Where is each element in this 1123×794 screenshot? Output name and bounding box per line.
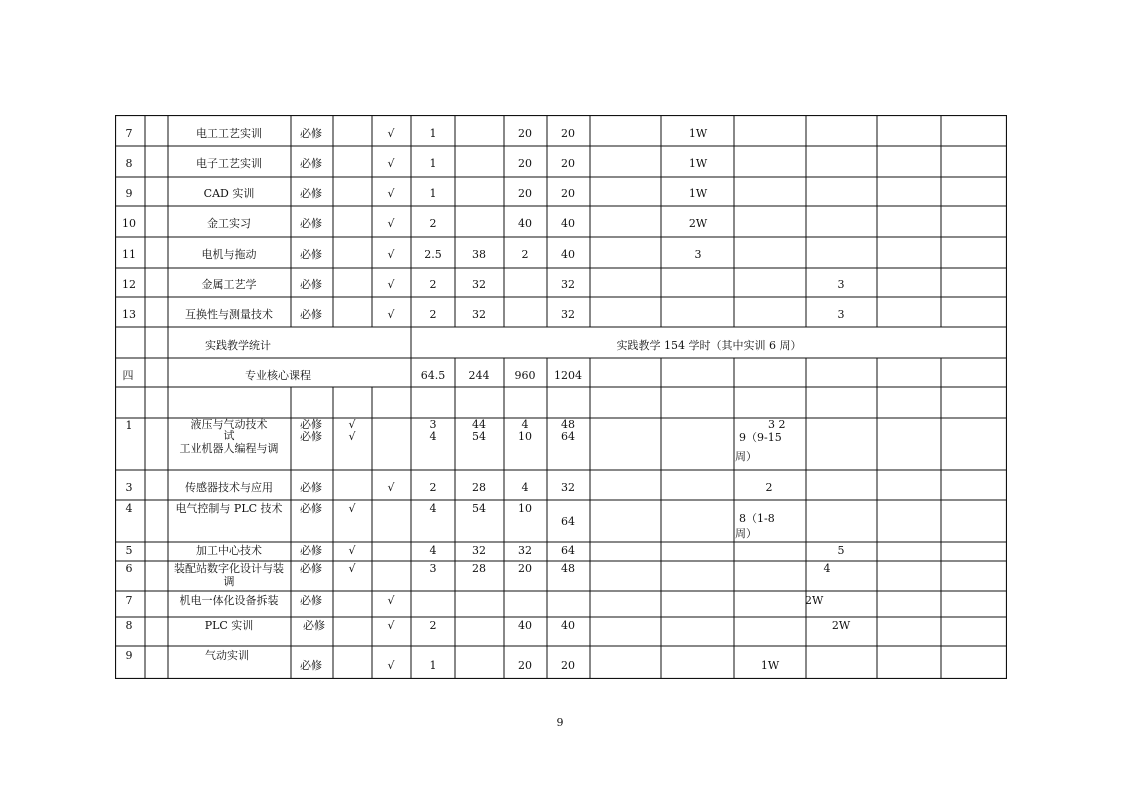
- practice-row-7-type: 必修: [300, 127, 322, 140]
- core-row-6-practice: 20: [518, 562, 532, 575]
- core-row-4-practice: 10: [518, 502, 532, 515]
- core-row-8-credit: 2: [429, 619, 437, 632]
- core-row-8-practice: 40: [518, 619, 532, 632]
- course-plan-table: [115, 115, 1007, 679]
- core-row-5-number: 5: [125, 544, 133, 557]
- core-row-1-name-line1: 液压与气动技术: [190, 418, 268, 431]
- core-row-2-type: 必修: [300, 430, 322, 443]
- practice-row-9-semester-2: 1W: [688, 187, 708, 200]
- practice-row-10-name: 金工实习: [207, 217, 251, 230]
- core-row-5-type: 必修: [300, 544, 322, 557]
- core-row-2-practice: 10: [518, 430, 532, 443]
- core-row-9-practice: 20: [518, 659, 532, 672]
- practice-row-11-practice: 2: [521, 248, 529, 261]
- core-row-1-theory: 44: [472, 418, 486, 431]
- core-row-9-name: 气动实训: [205, 649, 249, 662]
- section-credit: 64.5: [420, 369, 446, 382]
- practice-row-12-type: 必修: [300, 278, 322, 291]
- core-row-4-check: √: [348, 502, 356, 515]
- practice-row-13-name: 互换性与测量技术: [185, 308, 273, 321]
- core-row-9-check: √: [387, 659, 395, 672]
- practice-row-8-credit: 1: [429, 157, 437, 170]
- practice-row-11-check: √: [387, 248, 395, 261]
- core-row-3-number: 3: [125, 481, 133, 494]
- practice-row-12-theory: 32: [472, 278, 486, 291]
- core-row-6-check: √: [348, 562, 356, 575]
- core-row-3-theory: 28: [472, 481, 486, 494]
- practice-row-11-type: 必修: [300, 248, 322, 261]
- core-row-2-credit: 4: [429, 430, 437, 443]
- practice-row-11-total: 40: [561, 248, 575, 261]
- practice-row-7-check: √: [387, 127, 395, 140]
- core-row-1-credit: 3: [429, 418, 437, 431]
- core-row-8-type: 必修: [303, 619, 325, 632]
- practice-row-9-practice: 20: [518, 187, 532, 200]
- core-row-6-semester: 4: [823, 562, 831, 575]
- core-row-5-theory: 32: [472, 544, 486, 557]
- core-row-9-credit: 1: [429, 659, 437, 672]
- core-row-4-semester: 8（1-8: [739, 512, 775, 525]
- practice-row-10-number: 10: [122, 217, 136, 230]
- core-row-6-theory: 28: [472, 562, 486, 575]
- practice-row-11-credit: 2.5: [424, 248, 442, 261]
- core-row-5-semester: 5: [837, 544, 845, 557]
- practice-row-13-total: 32: [561, 308, 575, 321]
- core-row-4-credit: 4: [429, 502, 437, 515]
- core-row-6-name-cont: 调: [223, 575, 235, 588]
- section-practice-hours: 960: [514, 369, 536, 382]
- core-row-4-number: 4: [125, 502, 133, 515]
- practice-row-12-name: 金属工艺学: [201, 278, 257, 291]
- core-row-2-theory: 54: [472, 430, 486, 443]
- core-row-1-total: 48: [561, 418, 575, 431]
- practice-row-11-theory: 38: [472, 248, 486, 261]
- core-row-4-theory: 54: [472, 502, 486, 515]
- practice-row-7-semester-2: 1W: [688, 127, 708, 140]
- core-row-1-semester: 3 2: [768, 418, 786, 431]
- practice-row-7-name: 电工工艺实训: [196, 127, 262, 140]
- core-row-9-type: 必修: [300, 659, 322, 672]
- practice-row-8-total: 20: [561, 157, 575, 170]
- core-row-7-number: 7: [125, 594, 133, 607]
- practice-summary-text: 实践教学 154 学时（其中实训 6 周）: [616, 339, 802, 352]
- practice-row-9-name: CAD 实训: [203, 187, 255, 200]
- core-row-6-name: 装配站数字化设计与装: [174, 562, 284, 575]
- core-row-1-name-line2: 试: [223, 429, 235, 442]
- practice-row-11-semester-2: 3: [694, 248, 702, 261]
- practice-row-13-check: √: [387, 308, 395, 321]
- core-row-8-semester: 2W: [831, 619, 851, 632]
- practice-row-10-practice: 40: [518, 217, 532, 230]
- practice-row-7-number: 7: [125, 127, 133, 140]
- core-row-2-name: 工业机器人编程与调: [179, 442, 279, 455]
- core-row-7-name: 机电一体化设备拆装: [179, 594, 279, 607]
- core-row-6-number: 6: [125, 562, 133, 575]
- practice-row-10-type: 必修: [300, 217, 322, 230]
- practice-row-8-practice: 20: [518, 157, 532, 170]
- practice-row-12-total: 32: [561, 278, 575, 291]
- practice-row-9-credit: 1: [429, 187, 437, 200]
- core-row-4-type: 必修: [300, 502, 322, 515]
- practice-row-12-semester-4: 3: [837, 278, 845, 291]
- practice-row-12-credit: 2: [429, 278, 437, 291]
- core-row-2-semester-unit: 周）: [735, 450, 757, 463]
- core-row-4-total: 64: [561, 515, 575, 528]
- practice-row-13-theory: 32: [472, 308, 486, 321]
- practice-row-7-total: 20: [561, 127, 575, 140]
- core-row-8-name: PLC 实训: [204, 619, 254, 632]
- core-row-8-number: 8: [125, 619, 133, 632]
- practice-row-12-number: 12: [122, 278, 136, 291]
- practice-row-9-number: 9: [125, 187, 133, 200]
- practice-row-10-semester-2: 2W: [688, 217, 708, 230]
- practice-row-9-total: 20: [561, 187, 575, 200]
- core-row-5-practice: 32: [518, 544, 532, 557]
- practice-row-8-semester-2: 1W: [688, 157, 708, 170]
- core-row-9-semester: 1W: [760, 659, 780, 672]
- practice-row-11-number: 11: [122, 248, 136, 261]
- core-row-5-credit: 4: [429, 544, 437, 557]
- core-row-1-type: 必修: [300, 418, 322, 431]
- core-row-5-total: 64: [561, 544, 575, 557]
- core-row-9-total: 20: [561, 659, 575, 672]
- core-row-8-total: 40: [561, 619, 575, 632]
- core-row-3-total: 32: [561, 481, 575, 494]
- core-row-3-type: 必修: [300, 481, 322, 494]
- practice-row-10-check: √: [387, 217, 395, 230]
- practice-row-8-number: 8: [125, 157, 133, 170]
- core-row-6-total: 48: [561, 562, 575, 575]
- core-row-1-practice: 4: [521, 418, 529, 431]
- core-row-5-check: √: [348, 544, 356, 557]
- practice-row-8-check: √: [387, 157, 395, 170]
- core-row-3-check: √: [387, 481, 395, 494]
- core-row-8-check: √: [387, 619, 395, 632]
- practice-row-10-credit: 2: [429, 217, 437, 230]
- core-row-5-name: 加工中心技术: [196, 544, 262, 557]
- practice-row-9-type: 必修: [300, 187, 322, 200]
- practice-row-10-total: 40: [561, 217, 575, 230]
- core-row-3-practice: 4: [521, 481, 529, 494]
- core-row-7-check: √: [387, 594, 395, 607]
- core-row-9-number: 9: [125, 649, 133, 662]
- section-title: 专业核心课程: [245, 369, 311, 382]
- practice-row-8-name: 电子工艺实训: [196, 157, 262, 170]
- core-row-7-type: 必修: [300, 594, 322, 607]
- practice-row-7-credit: 1: [429, 127, 437, 140]
- practice-row-13-semester-4: 3: [837, 308, 845, 321]
- core-row-4-name: 电气控制与 PLC 技术: [175, 502, 283, 515]
- core-row-3-credit: 2: [429, 481, 437, 494]
- core-row-3-semester: 2: [765, 481, 773, 494]
- section-number: 四: [122, 369, 134, 382]
- practice-summary-label: 实践教学统计: [205, 339, 271, 352]
- practice-row-11-name: 电机与拖动: [201, 248, 257, 261]
- core-row-6-credit: 3: [429, 562, 437, 575]
- core-row-1-number: 1: [125, 419, 133, 432]
- practice-row-13-type: 必修: [300, 308, 322, 321]
- core-row-6-type: 必修: [300, 562, 322, 575]
- practice-row-9-check: √: [387, 187, 395, 200]
- practice-row-12-check: √: [387, 278, 395, 291]
- practice-row-13-number: 13: [122, 308, 136, 321]
- practice-row-7-practice: 20: [518, 127, 532, 140]
- core-row-7-semester: 2W: [805, 594, 824, 607]
- core-row-2-semester: 9（9-15: [739, 431, 782, 444]
- core-row-3-name: 传感器技术与应用: [185, 481, 273, 494]
- page-number: 9: [556, 716, 564, 729]
- core-row-2-check: √: [348, 430, 356, 443]
- section-theory-hours: 244: [468, 369, 490, 382]
- section-total-hours: 1204: [554, 369, 582, 382]
- practice-row-13-credit: 2: [429, 308, 437, 321]
- core-row-1-check: √: [348, 418, 356, 431]
- core-row-2-total: 64: [561, 430, 575, 443]
- practice-row-8-type: 必修: [300, 157, 322, 170]
- core-row-4-semester-unit: 周）: [735, 527, 757, 540]
